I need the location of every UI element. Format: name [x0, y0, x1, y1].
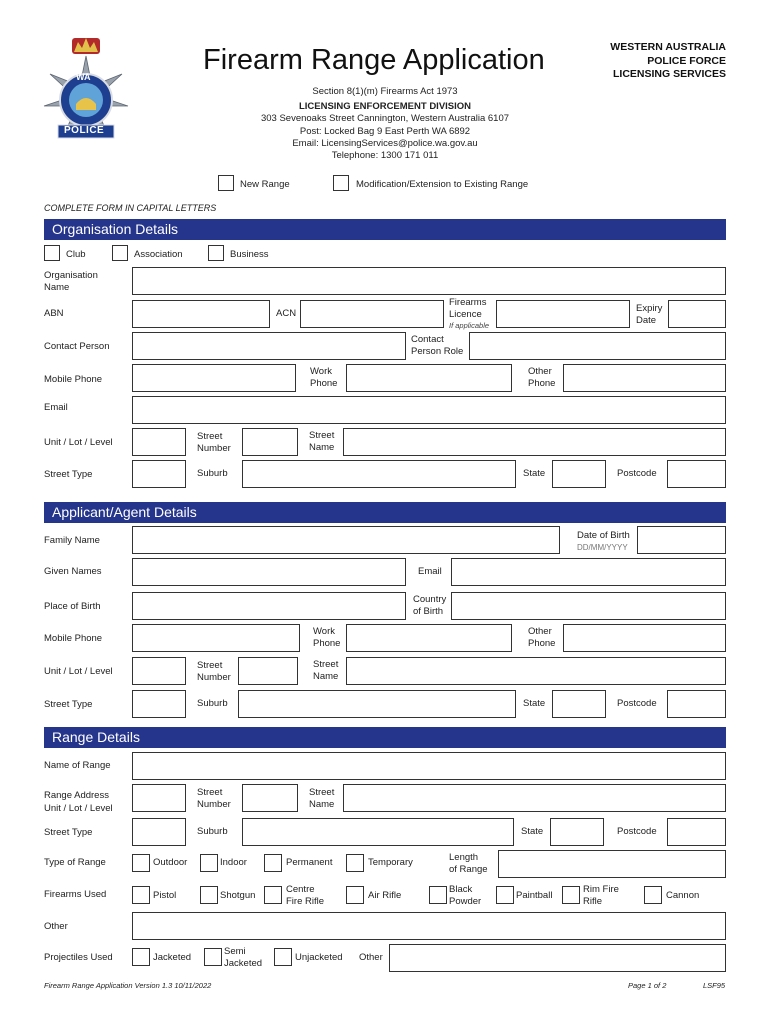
range-address-label-2: Unit / Lot / Level: [44, 802, 113, 814]
range-unit-input[interactable]: [132, 784, 186, 812]
org-work-phone-label-1: Work: [310, 366, 332, 377]
semi-jacketed-label: [224, 946, 262, 969]
expiry-date-label-2: Date: [636, 314, 657, 326]
given-names-input[interactable]: [132, 558, 406, 586]
length-of-range-label: [449, 852, 488, 875]
association-label: Association: [134, 249, 183, 260]
org-state-input[interactable]: [552, 460, 606, 488]
applicant-street-number-label-2: Number: [197, 671, 231, 683]
contact-role-label: [411, 334, 463, 357]
indoor-checkbox[interactable]: [200, 854, 218, 872]
org-mobile-label: Mobile Phone: [44, 374, 103, 385]
org-street-number-label: [197, 431, 231, 454]
org-work-phone-input[interactable]: [346, 364, 512, 392]
jacketed-checkbox[interactable]: [132, 948, 150, 966]
org-other-phone-label: [528, 366, 555, 389]
range-state-label: State: [521, 826, 544, 837]
business-label: Business: [230, 249, 269, 260]
org-unit-input[interactable]: [132, 428, 186, 456]
range-postcode-input[interactable]: [667, 818, 726, 846]
org-suburb-label: Suburb: [197, 468, 228, 479]
centre-fire-label-2: Fire Rifle: [286, 895, 325, 907]
pistol-label: Pistol: [153, 890, 177, 901]
contact-person-label: Contact Person: [44, 341, 110, 352]
new-range-label: New Range: [240, 179, 290, 190]
black-powder-label-1: Black: [449, 884, 473, 895]
centre-fire-label: [286, 884, 324, 907]
email-address: Email: LicensingServices@police.wa.gov.au: [292, 137, 478, 149]
range-street-number-label-1: Street: [197, 787, 223, 798]
new-range-checkbox[interactable]: [218, 175, 234, 191]
footer-page: Page 1 of 2: [628, 981, 667, 990]
applicant-work-phone-label: [313, 626, 340, 649]
range-street-name-label: [309, 787, 334, 810]
applicant-state-input[interactable]: [552, 690, 606, 718]
centre-fire-checkbox[interactable]: [264, 886, 282, 904]
applicant-mobile-label: Mobile Phone: [44, 633, 103, 644]
firearms-licence-label-2: Licence: [449, 308, 482, 320]
org-postcode-input[interactable]: [667, 460, 726, 488]
org-street-name-label-1: Street: [309, 430, 335, 441]
instruction: COMPLETE FORM IN CAPITAL LETTERS: [44, 203, 217, 213]
jacketed-label: Jacketed: [153, 952, 192, 963]
org-other-phone-input[interactable]: [563, 364, 726, 392]
expiry-date-label: [636, 303, 662, 326]
logo-text-wa: WA: [76, 72, 91, 82]
applicant-postcode-input[interactable]: [667, 690, 726, 718]
permanent-label: Permanent: [286, 857, 333, 868]
org-name-label-1: Organisation: [44, 270, 98, 281]
black-powder-label-2: Powder: [449, 895, 482, 907]
agency-name: [610, 41, 726, 82]
semi-jacketed-label-1: Semi: [224, 946, 246, 957]
applicant-unit-label: Unit / Lot / Level: [44, 666, 113, 677]
footer-code: LSF95: [703, 981, 726, 990]
range-suburb-label: Suburb: [197, 826, 228, 837]
range-address-label-1: Range Address: [44, 790, 109, 801]
rim-fire-checkbox[interactable]: [562, 886, 580, 904]
org-state-label: State: [523, 468, 546, 479]
temporary-checkbox[interactable]: [346, 854, 364, 872]
applicant-postcode-label: Postcode: [617, 698, 657, 709]
range-street-type-label: Street Type: [44, 827, 93, 838]
applicant-suburb-input[interactable]: [238, 690, 516, 718]
applicant-street-number-input[interactable]: [238, 657, 298, 685]
if-applicable-note: If applicable: [449, 321, 490, 330]
contact-block: [200, 86, 570, 162]
org-name-label-2: Name: [44, 281, 70, 293]
firearms-other-label: Other: [44, 921, 68, 932]
unjacketed-checkbox[interactable]: [274, 948, 292, 966]
org-street-name-input[interactable]: [343, 428, 726, 456]
range-street-number-label-2: Number: [197, 798, 231, 810]
contact-role-label-2: Person Role: [411, 345, 464, 357]
shotgun-checkbox[interactable]: [200, 886, 218, 904]
applicant-email-input[interactable]: [451, 558, 726, 586]
country-of-birth-label-1: Country: [413, 594, 447, 605]
range-name-input[interactable]: [132, 752, 726, 780]
contact-role-label-1: Contact: [411, 334, 444, 345]
length-of-range-label-2: of Range: [449, 863, 488, 875]
org-postcode-label: Postcode: [617, 468, 657, 479]
applicant-other-phone-label: [528, 626, 555, 649]
applicant-state-label: State: [523, 698, 546, 709]
org-email-input[interactable]: [132, 396, 726, 424]
semi-jacketed-checkbox[interactable]: [204, 948, 222, 966]
unjacketed-label: Unjacketed: [295, 952, 343, 963]
paintball-checkbox[interactable]: [496, 886, 514, 904]
agency-line-1: WESTERN AUSTRALIA: [610, 41, 726, 53]
dob-label: [577, 530, 630, 553]
postal-address: Post: Locked Bag 9 East Perth WA 6892: [299, 125, 471, 137]
org-street-name-label: [309, 430, 334, 453]
range-street-number-input[interactable]: [242, 784, 298, 812]
acn-label: ACN: [276, 308, 297, 319]
applicant-street-type-input[interactable]: [132, 690, 186, 718]
applicant-unit-input[interactable]: [132, 657, 186, 685]
rim-fire-label-1: Rim Fire: [583, 884, 619, 895]
section-reference: Section 8(1)(m) Firearms Act 1973: [312, 86, 458, 97]
abn-label: ABN: [44, 308, 64, 319]
given-names-label: Given Names: [44, 566, 102, 577]
country-of-birth-label: [413, 594, 446, 617]
range-street-name-input[interactable]: [343, 784, 726, 812]
applicant-street-number-label-1: Street: [197, 660, 223, 671]
org-street-name-label-2: Name: [309, 441, 335, 453]
applicant-other-phone-label-1: Other: [528, 626, 552, 637]
range-postcode-label: Postcode: [617, 826, 657, 837]
air-rifle-checkbox[interactable]: [346, 886, 364, 904]
org-street-type-label: Street Type: [44, 469, 93, 480]
firearms-licence-label-1: Firearms: [449, 297, 487, 308]
police-logo: [36, 34, 136, 149]
expiry-date-label-1: Expiry: [636, 303, 663, 314]
org-street-number-label-2: Number: [197, 442, 231, 454]
applicant-street-name-label-1: Street: [313, 659, 339, 670]
firearms-used-label: Firearms Used: [44, 889, 107, 900]
country-of-birth-label-2: of Birth: [413, 605, 444, 617]
applicant-other-phone-input[interactable]: [563, 624, 726, 652]
place-of-birth-input[interactable]: [132, 592, 406, 620]
division-name: LICENSING ENFORCEMENT DIVISION: [298, 101, 472, 113]
range-state-input[interactable]: [550, 818, 604, 846]
applicant-work-phone-label-2: Phone: [313, 637, 341, 649]
permanent-checkbox[interactable]: [264, 854, 282, 872]
paintball-label: Paintball: [516, 890, 553, 901]
org-suburb-input[interactable]: [242, 460, 516, 488]
applicant-section-header: Applicant/Agent Details: [44, 502, 726, 523]
modification-checkbox[interactable]: [333, 175, 349, 191]
org-street-type-input[interactable]: [132, 460, 186, 488]
org-work-phone-label-2: Phone: [310, 377, 338, 389]
family-name-input[interactable]: [132, 526, 560, 554]
range-street-name-label-2: Name: [309, 798, 335, 810]
range-street-name-label-1: Street: [309, 787, 335, 798]
black-powder-label: [449, 884, 481, 907]
agency-line-2: POLICE FORCE: [647, 54, 726, 67]
footer-version: Firearm Range Application Version 1.3 10/11/2022: [44, 981, 212, 990]
applicant-street-number-label: [197, 660, 231, 683]
applicant-work-phone-input[interactable]: [346, 624, 512, 652]
outdoor-label: Outdoor: [153, 857, 188, 868]
organisation-section-header: Organisation Details: [44, 219, 726, 240]
agency-line-3: LICENSING SERVICES: [613, 68, 726, 80]
cannon-checkbox[interactable]: [644, 886, 662, 904]
rim-fire-label: [583, 884, 619, 907]
dob-format: DD/MM/YYYY: [577, 542, 628, 552]
applicant-street-type-label: Street Type: [44, 699, 93, 710]
semi-jacketed-label-2: Jacketed: [224, 957, 263, 969]
air-rifle-label: Air Rifle: [368, 890, 402, 901]
rim-fire-label-2: Rifle: [583, 895, 603, 907]
cannon-label: Cannon: [666, 890, 700, 901]
firearms-licence-input[interactable]: [496, 300, 630, 328]
range-suburb-input[interactable]: [242, 818, 514, 846]
length-of-range-input[interactable]: [498, 850, 726, 878]
org-other-phone-label-1: Other: [528, 366, 552, 377]
dob-label-text: Date of Birth: [577, 530, 630, 541]
org-email-label: Email: [44, 402, 68, 413]
family-name-label: Family Name: [44, 535, 100, 546]
centre-fire-label-1: Centre: [286, 884, 315, 895]
acn-input[interactable]: [300, 300, 444, 328]
range-street-number-label: [197, 787, 231, 810]
place-of-birth-label: Place of Birth: [44, 601, 101, 612]
expiry-date-input[interactable]: [668, 300, 726, 328]
applicant-suburb-label: Suburb: [197, 698, 228, 709]
applicant-other-phone-label-2: Phone: [528, 637, 556, 649]
org-street-number-input[interactable]: [242, 428, 298, 456]
applicant-email-label: Email: [418, 566, 442, 577]
length-of-range-label-1: Length: [449, 852, 479, 863]
shotgun-label: Shotgun: [220, 890, 256, 901]
org-unit-label: Unit / Lot / Level: [44, 437, 113, 448]
projectile-other-input[interactable]: [389, 944, 726, 972]
page-title: Firearm Range Application: [203, 44, 545, 76]
black-powder-checkbox[interactable]: [429, 886, 447, 904]
club-label: Club: [66, 249, 86, 260]
telephone: Telephone: 1300 171 011: [331, 150, 439, 162]
modification-label: Modification/Extension to Existing Range: [356, 179, 529, 190]
firearms-licence-label: [449, 297, 489, 332]
projectile-other-label: Other: [359, 952, 383, 963]
temporary-label: Temporary: [368, 857, 413, 868]
outdoor-checkbox[interactable]: [132, 854, 150, 872]
org-other-phone-label-2: Phone: [528, 377, 556, 389]
street-address: 303 Sevenoaks Street Cannington, Western Australia 6107: [260, 113, 510, 125]
applicant-work-phone-label-1: Work: [313, 626, 335, 637]
applicant-street-name-label-2: Name: [313, 670, 339, 682]
org-name-label: [44, 270, 98, 293]
range-name-label: Name of Range: [44, 760, 111, 771]
pistol-checkbox[interactable]: [132, 886, 150, 904]
dob-input[interactable]: [637, 526, 726, 554]
indoor-label: Indoor: [220, 857, 247, 868]
org-name-input[interactable]: [132, 267, 726, 295]
applicant-street-name-input[interactable]: [346, 657, 726, 685]
applicant-street-name-label: [313, 659, 338, 682]
org-street-number-label-1: Street: [197, 431, 223, 442]
club-checkbox[interactable]: [44, 245, 60, 261]
contact-role-input[interactable]: [469, 332, 726, 360]
applicant-mobile-input[interactable]: [132, 624, 300, 652]
range-section-header: Range Details: [44, 727, 726, 748]
type-of-range-label: Type of Range: [44, 857, 106, 868]
business-checkbox[interactable]: [208, 245, 224, 261]
range-street-type-input[interactable]: [132, 818, 186, 846]
org-work-phone-label: [310, 366, 337, 389]
firearms-other-input[interactable]: [132, 912, 726, 940]
country-of-birth-input[interactable]: [451, 592, 726, 620]
abn-input[interactable]: [132, 300, 270, 328]
association-checkbox[interactable]: [112, 245, 128, 261]
contact-person-input[interactable]: [132, 332, 406, 360]
logo-text-police: POLICE: [64, 125, 105, 136]
org-mobile-input[interactable]: [132, 364, 296, 392]
range-address-label: [44, 790, 113, 816]
projectiles-used-label: Projectiles Used: [44, 952, 113, 963]
